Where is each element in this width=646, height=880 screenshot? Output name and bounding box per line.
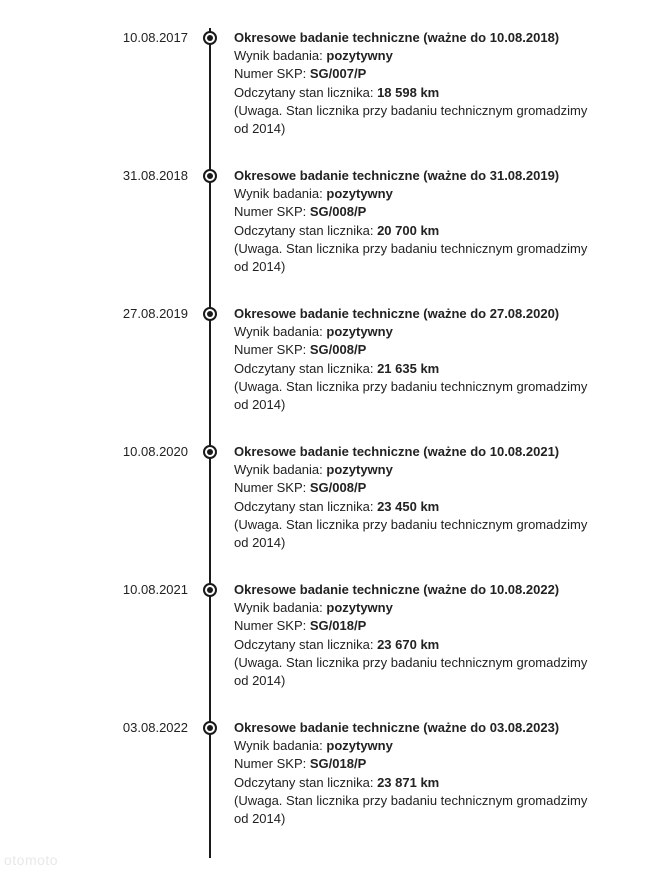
odometer-label: Odczytany stan licznika: bbox=[234, 498, 374, 514]
skp-row bbox=[234, 203, 594, 221]
odometer-note: (Uwaga. Stan licznika przy badaniu technicznym gromadzimy od 2014) bbox=[234, 378, 588, 413]
odometer-value: 23 670 km bbox=[377, 636, 440, 652]
odometer-value: 23 871 km bbox=[377, 774, 440, 790]
skp-value: SG/007/P bbox=[309, 66, 367, 82]
odometer-label: Odczytany stan licznika: bbox=[234, 84, 374, 100]
result-label: Wynik badania: bbox=[234, 600, 323, 616]
timeline-dot-icon bbox=[203, 445, 217, 459]
odometer-value: 20 700 km bbox=[377, 222, 440, 238]
entry-date: 27.08.2019 bbox=[122, 306, 188, 321]
skp-value: SG/008/P bbox=[309, 480, 367, 496]
odometer-label: Odczytany stan licznika: bbox=[234, 222, 374, 238]
odometer-note: (Uwaga. Stan licznika przy badaniu technicznym gromadzimy od 2014) bbox=[234, 516, 588, 551]
result-row bbox=[234, 461, 594, 479]
result-label: Wynik badania: bbox=[234, 738, 323, 754]
entry-body bbox=[234, 443, 594, 552]
timeline-dot-icon bbox=[203, 31, 217, 45]
result-row bbox=[234, 599, 594, 617]
skp-row bbox=[234, 341, 594, 359]
timeline-dot-icon bbox=[203, 721, 217, 735]
result-row bbox=[234, 323, 594, 341]
odometer-label: Odczytany stan licznika: bbox=[234, 360, 374, 376]
skp-value: SG/008/P bbox=[309, 204, 367, 220]
timeline-dot-icon bbox=[203, 583, 217, 597]
result-label: Wynik badania: bbox=[234, 186, 323, 202]
skp-row bbox=[234, 755, 594, 773]
skp-value: SG/018/P bbox=[309, 756, 367, 772]
entry-body bbox=[234, 719, 594, 828]
skp-value: SG/018/P bbox=[309, 618, 367, 634]
timeline-entry bbox=[0, 719, 646, 839]
odometer-note: (Uwaga. Stan licznika przy badaniu technicznym gromadzimy od 2014) bbox=[234, 240, 588, 275]
timeline-entry bbox=[0, 167, 646, 287]
skp-row bbox=[234, 617, 594, 635]
odometer-row bbox=[234, 636, 594, 654]
skp-row bbox=[234, 65, 594, 83]
result-label: Wynik badania: bbox=[234, 48, 323, 64]
odometer-row bbox=[234, 774, 594, 792]
skp-value: SG/008/P bbox=[309, 342, 367, 358]
entry-date: 03.08.2022 bbox=[122, 720, 188, 735]
odometer-note: (Uwaga. Stan licznika przy badaniu technicznym gromadzimy od 2014) bbox=[234, 654, 588, 689]
result-value: pozytywny bbox=[326, 186, 393, 202]
odometer-row bbox=[234, 84, 594, 102]
result-value: pozytywny bbox=[326, 600, 393, 616]
odometer-note: (Uwaga. Stan licznika przy badaniu technicznym gromadzimy od 2014) bbox=[234, 792, 588, 827]
entry-date: 10.08.2017 bbox=[122, 30, 188, 45]
skp-label: Numer SKP: bbox=[234, 204, 307, 220]
odometer-value: 23 450 km bbox=[377, 498, 440, 514]
odometer-note: (Uwaga. Stan licznika przy badaniu technicznym gromadzimy od 2014) bbox=[234, 102, 588, 137]
timeline-entry bbox=[0, 29, 646, 149]
timeline-dot-icon bbox=[203, 307, 217, 321]
timeline-entry bbox=[0, 581, 646, 701]
entry-date: 10.08.2020 bbox=[122, 444, 188, 459]
result-row bbox=[234, 737, 594, 755]
skp-label: Numer SKP: bbox=[234, 618, 307, 634]
entry-title: Okresowe badanie techniczne (ważne do 03.08.2023) bbox=[234, 720, 560, 735]
timeline-dot-icon bbox=[203, 169, 217, 183]
result-label: Wynik badania: bbox=[234, 324, 323, 340]
skp-label: Numer SKP: bbox=[234, 756, 307, 772]
odometer-value: 21 635 km bbox=[377, 360, 440, 376]
result-row bbox=[234, 185, 594, 203]
skp-row bbox=[234, 479, 594, 497]
odometer-row bbox=[234, 360, 594, 378]
entry-date: 31.08.2018 bbox=[122, 168, 188, 183]
result-value: pozytywny bbox=[326, 48, 393, 64]
result-value: pozytywny bbox=[326, 324, 393, 340]
entry-title: Okresowe badanie techniczne (ważne do 10.08.2021) bbox=[234, 444, 560, 459]
timeline-entry bbox=[0, 443, 646, 563]
result-value: pozytywny bbox=[326, 462, 393, 478]
entry-title: Okresowe badanie techniczne (ważne do 10.08.2018) bbox=[234, 30, 560, 45]
entry-title: Okresowe badanie techniczne (ważne do 31.08.2019) bbox=[234, 168, 560, 183]
timeline-entry bbox=[0, 305, 646, 425]
skp-label: Numer SKP: bbox=[234, 342, 307, 358]
entry-title: Okresowe badanie techniczne (ważne do 10.08.2022) bbox=[234, 582, 560, 597]
result-label: Wynik badania: bbox=[234, 462, 323, 478]
skp-label: Numer SKP: bbox=[234, 480, 307, 496]
skp-label: Numer SKP: bbox=[234, 66, 307, 82]
result-row bbox=[234, 47, 594, 65]
odometer-label: Odczytany stan licznika: bbox=[234, 636, 374, 652]
entry-body bbox=[234, 167, 594, 276]
entry-body bbox=[234, 581, 594, 690]
watermark: otomoto bbox=[4, 852, 59, 868]
entry-date: 10.08.2021 bbox=[122, 582, 188, 597]
entry-title: Okresowe badanie techniczne (ważne do 27.08.2020) bbox=[234, 306, 560, 321]
entry-body bbox=[234, 29, 594, 138]
result-value: pozytywny bbox=[326, 738, 393, 754]
odometer-label: Odczytany stan licznika: bbox=[234, 774, 374, 790]
odometer-row bbox=[234, 498, 594, 516]
odometer-value: 18 598 km bbox=[377, 84, 440, 100]
entry-body bbox=[234, 305, 594, 414]
odometer-row bbox=[234, 222, 594, 240]
